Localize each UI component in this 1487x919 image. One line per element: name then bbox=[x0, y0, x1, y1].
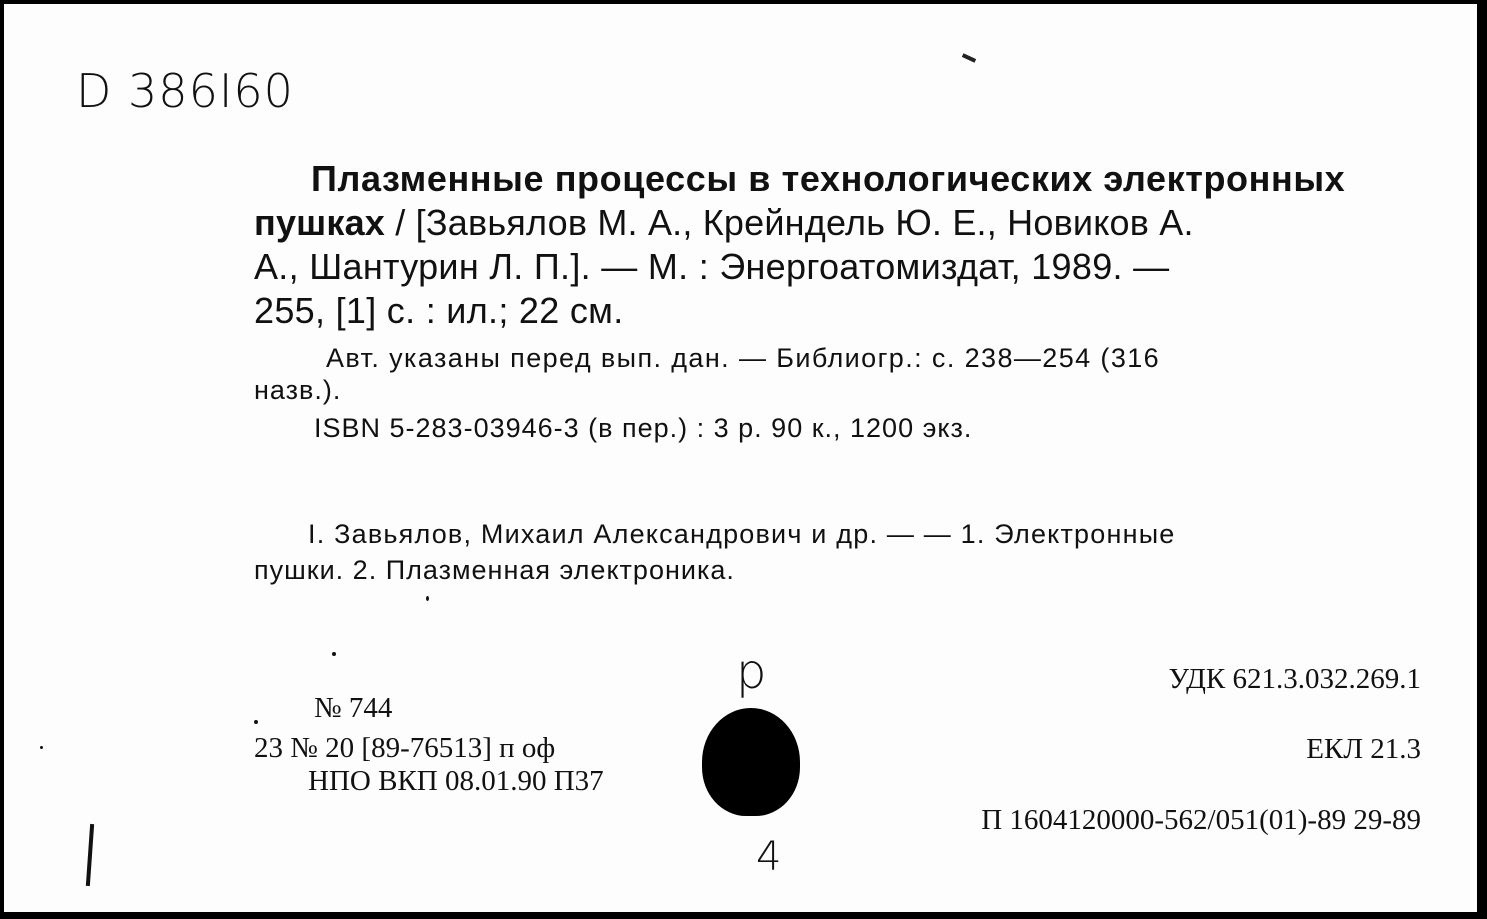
title-line-3: А., Шантурин Л. П.]. — М. : Энергоатомиздат, 1989. — bbox=[254, 246, 1170, 287]
handwritten-digit: 4 bbox=[756, 834, 782, 880]
card-number: № 744 bbox=[314, 692, 393, 724]
pen-mark bbox=[962, 53, 976, 63]
title-end: пушках bbox=[254, 202, 386, 243]
authors-start: / [Завьялов М. А., Крейндель Ю. Е., Новиков А. bbox=[385, 202, 1194, 243]
speck bbox=[332, 652, 336, 656]
title-line-1: Плазменные процессы в технологических электронных bbox=[311, 158, 1346, 199]
handwritten-letter: р bbox=[736, 644, 767, 700]
print-line-1: 23 № 20 [89-76513] п оф bbox=[254, 732, 556, 764]
udk-code: УДК 621.3.032.269.1 bbox=[1168, 663, 1421, 695]
note-line-1: Авт. указаны перед вып. дан. — Библиогр.: с. 238—254 (316 bbox=[326, 343, 1161, 373]
title-line-2 bbox=[254, 201, 1194, 245]
tracing-line-2: пушки. 2. Плазменная электроника. bbox=[254, 555, 735, 585]
speck bbox=[254, 720, 258, 724]
isbn-line: ISBN 5-283-03946-3 (в пер.) : 3 р. 90 к., 1200 экз. bbox=[314, 413, 973, 443]
classification-code: П 1604120000-562/051(01)-89 29-89 bbox=[981, 804, 1421, 836]
tracing-line-1: I. Завьялов, Михаил Александрович и др. — — 1. Электронные bbox=[308, 519, 1176, 549]
speck bbox=[426, 596, 429, 601]
speck bbox=[40, 746, 43, 749]
ekl-code: ЕКЛ 21.3 bbox=[1306, 733, 1421, 765]
punch-hole bbox=[702, 708, 800, 816]
note-line-2: назв.). bbox=[254, 375, 342, 405]
title-line-4: 255, [1] с. : ил.; 22 см. bbox=[254, 290, 624, 331]
margin-stroke bbox=[86, 824, 94, 886]
print-line-2: НПО ВКП 08.01.90 П37 bbox=[308, 765, 604, 797]
call-number: D 386I60 bbox=[76, 64, 294, 118]
catalog-card bbox=[4, 4, 1477, 912]
